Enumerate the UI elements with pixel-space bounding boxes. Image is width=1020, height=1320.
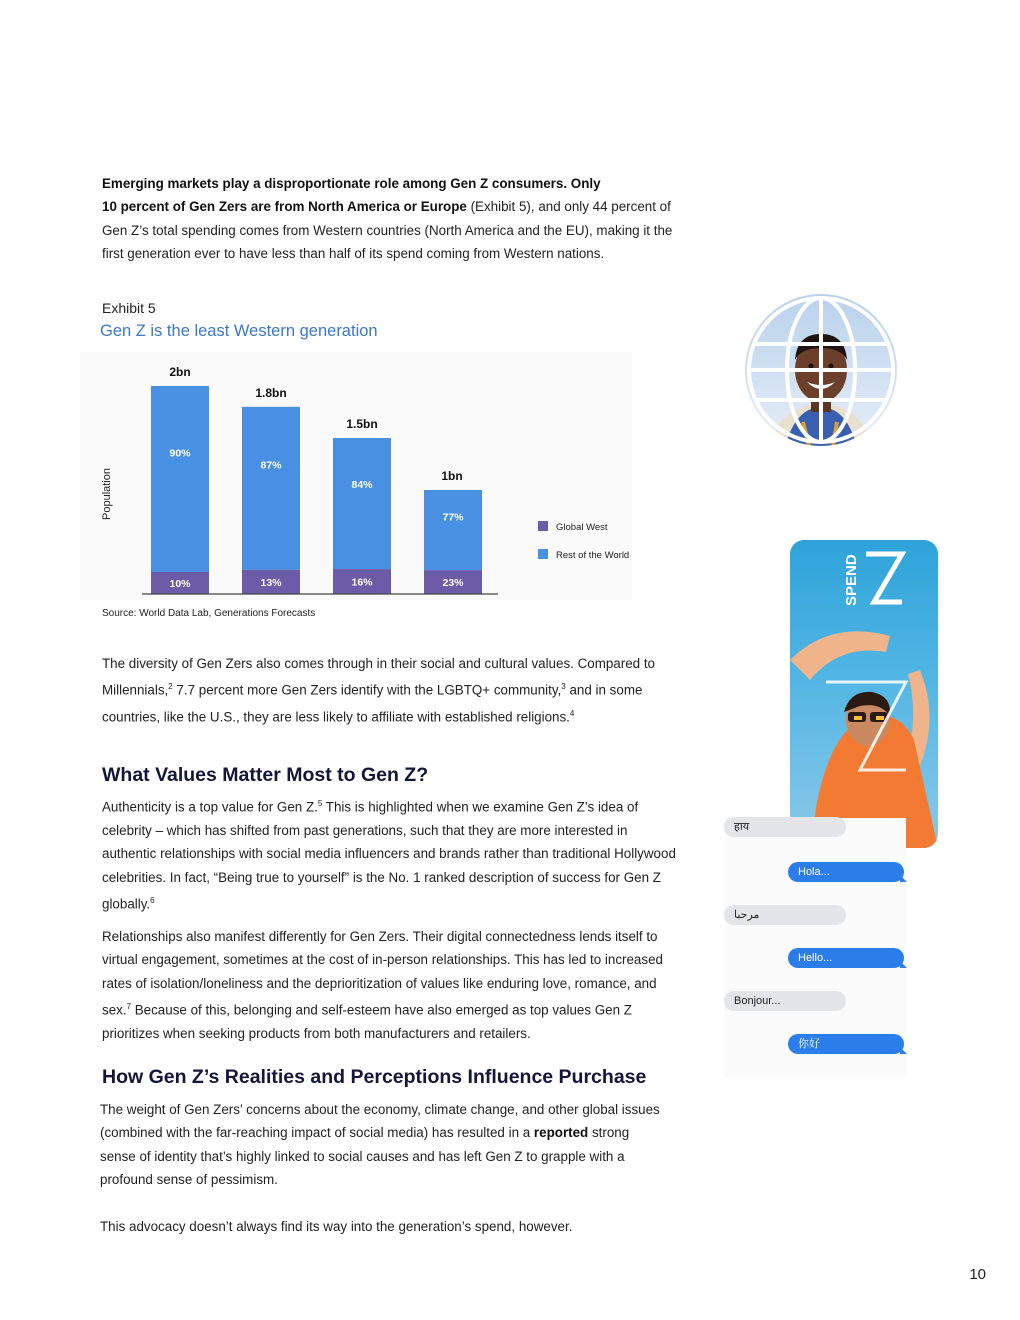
chart-source: Source: World Data Lab, Generations Forecasts	[102, 608, 316, 619]
values-text: This is highlighted when we examine Gen Z’s idea of celebrity – which has shifted from past generations, such that they are more interested in authentic relationships with social media influencers and brands rather than traditional Hollywood celebrities. In fact, “Being true to yourself” is the No. 1 ranked description of success for Gen Z globally.	[102, 799, 676, 912]
purchase-bold: reported	[533, 1125, 589, 1141]
bar-label-west: 13%	[260, 576, 282, 589]
diversity-text-3: and in some countries, like the U.S., they are less likely to affiliate with established religions.	[102, 682, 643, 725]
bar-total-label: 1.5bn	[346, 417, 378, 431]
diversity-paragraph	[102, 652, 677, 729]
diversity-text-1: The diversity of Gen Zers also comes through in their social and cultural values. Compared to Millennials,	[102, 656, 655, 698]
bar-label-west: 23%	[442, 577, 464, 590]
bar-label-rest: 77%	[442, 511, 464, 524]
purchase-heading: How Gen Z’s Realities and Perceptions Influence Purchase	[102, 1066, 647, 1088]
values-paragraph-1	[102, 792, 677, 916]
spend-z-card	[790, 540, 938, 848]
values-text: Authenticity is a top value for Gen Z.	[102, 799, 318, 815]
footnote-ref: 6	[150, 896, 155, 906]
page-number: 10	[969, 1266, 986, 1283]
bar-total-label: 1bn	[441, 469, 463, 483]
purchase-paragraph-1	[100, 1098, 665, 1192]
bar-label-rest: 87%	[260, 459, 282, 472]
footnote-ref: 7	[126, 1002, 132, 1012]
bar-rest-of-world	[151, 386, 209, 572]
spend-z-illustration	[790, 540, 938, 848]
y-axis-label: Population	[101, 468, 113, 520]
diversity-text-2: 7.7 percent more Gen Zers identify with the LGBTQ+ community,	[172, 682, 562, 698]
spend-brand-text: SPEND	[843, 554, 860, 606]
footnote-ref: 4	[569, 709, 575, 719]
chat-bubble-received: Bonjour...	[724, 991, 846, 1011]
intro-text: (Exhibit 5), and only 44 percent of Gen Z’s total spending comes from Western countries (North America and the EU), making it the first generation ever to have less than half of its spend coming from Western nations.	[102, 199, 673, 262]
legend-label-global-west: Global West	[556, 522, 608, 533]
legend-label-rest-of-world: Rest of the World	[556, 550, 630, 561]
bar-rest-of-world	[333, 438, 391, 569]
footnote-ref: 3	[561, 682, 566, 692]
z-logo-icon	[866, 554, 902, 602]
bar-label-rest: 90%	[169, 447, 191, 460]
purchase-paragraph-2: This advocacy doesn’t always find its way into the generation’s spend, however.	[100, 1219, 573, 1234]
chat-bubble-sent: Hello...	[788, 948, 904, 968]
values-text: Relationships also manifest differently for Gen Zers. Their digital connectedness lends itself to virtual engagement, sometimes at the cost of in-person relationships. This has led to increased rates of isolation/loneliness and the deprioritization of values like enduring love, romance, and sex.	[102, 929, 663, 1018]
chat-bubble-received: مرحبا	[724, 905, 846, 925]
values-text: Because of this, belonging and self-esteem have also emerged as top values Gen Z prioritizes when seeking products from both manufacturers and retailers.	[102, 1002, 632, 1042]
intro-paragraph	[102, 172, 677, 266]
intro-bold-line2: 10 percent of Gen Zers are from North America or Europe	[102, 199, 467, 215]
values-heading: What Values Matter Most to Gen Z?	[102, 764, 429, 786]
bar-total-label: 1.8bn	[255, 385, 287, 400]
bar-label-west: 16%	[351, 576, 373, 589]
chat-bubble-received: हाय	[724, 817, 846, 837]
bar-total-label: 2bn	[169, 365, 191, 379]
legend-swatch-global-west	[538, 521, 548, 531]
bar-rest-of-world	[242, 407, 300, 570]
exhibit-title: Gen Z is the least Western generation	[100, 322, 378, 340]
purchase-text: strong sense of identity that’s highly linked to social causes and has left Gen Z to grapple with a profound sense of pessimism.	[100, 1125, 630, 1188]
bar-label-rest: 84%	[351, 478, 373, 491]
globe-avatar	[745, 294, 897, 446]
bar-label-west: 10%	[169, 578, 191, 590]
intro-bold-line1: Emerging markets play a disproportionate role among Gen Z consumers. Only	[102, 176, 601, 191]
values-paragraph-2	[102, 925, 677, 1046]
population-chart	[80, 352, 632, 600]
footnote-ref: 5	[317, 799, 323, 808]
legend-swatch-rest-of-world	[538, 549, 548, 559]
bar-rest-of-world	[424, 490, 482, 570]
footnote-ref: 2	[168, 682, 173, 692]
exhibit-label: Exhibit 5	[102, 300, 156, 316]
globe-avatar-icon	[745, 294, 897, 446]
chart-svg	[80, 352, 632, 600]
chat-bubble-sent: 你好	[788, 1034, 904, 1054]
chat-bubble-sent: Hola...	[788, 862, 904, 882]
purchase-text: The weight of Gen Zers’ concerns about the economy, climate change, and other global issues (combined with the far-reaching impact of social media) has resulted in a	[100, 1102, 660, 1141]
